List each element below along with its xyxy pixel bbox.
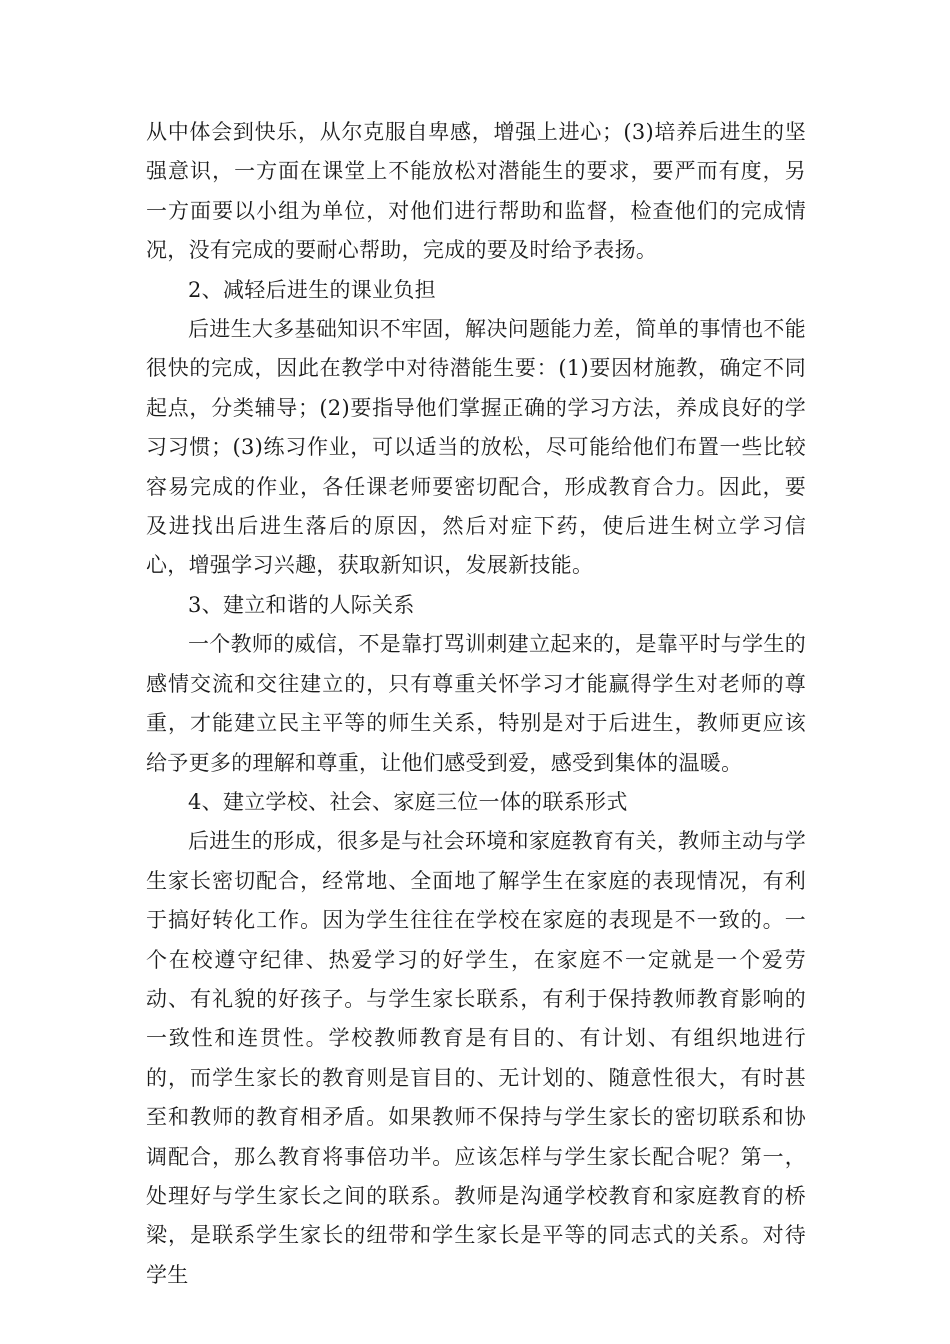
section-heading-2: 2、减轻后进生的课业负担	[188, 277, 436, 302]
section-heading-4: 4、建立学校、社会、家庭三位一体的联系形式	[188, 789, 628, 814]
section-heading-3: 3、建立和谐的人际关系	[188, 592, 415, 617]
paragraph-section-4: 后进生的形成，很多是与社会环境和家庭教育有关，教师主动与学生家长密切配合，经常地、全面地了解学生在家庭的表现情况，有利于搞好转化工作。因为学生往往在学校在家庭的表现是不一致的。一个在校遵守纪律、热爱学习的好学生，在家庭不一定就是一个爱劳动、有礼貌的好孩子。与学生家长联系，有利于保持教师教育影响的一致性和连贯性。学校教师教育是有目的、有计划、有组织地进行的，而学生家长的教育则是盲目的、无计划的、随意性很大，有时甚至和教师的教育相矛盾。如果教师不保持与学生家长的密切联系和协调配合，那么教育将事倍功半。应该怎样与学生家长配合呢？第一，处理好与学生家长之间的联系。教师是沟通学校教育和家庭教育的桥梁，是联系学生家长的纽带和学生家长是平等的同志式的关系。对待学生	[146, 829, 806, 1287]
paragraph-section-2: 后进生大多基础知识不牢固，解决问题能力差，简单的事情也不能很快的完成，因此在教学中对待潜能生要：(1)要因材施教，确定不同起点，分类辅导；(2)要指导他们掌握正确的学习方法，养成良好的学习习惯；(3)练习作业，可以适当的放松，尽可能给他们布置一些比较容易完成的作业，各任课老师要密切配合，形成教育合力。因此，要及进找出后进生落后的原因，然后对症下药，使后进生树立学习信心，增强学习兴趣，获取新知识，发展新技能。	[146, 317, 806, 578]
document-body	[146, 113, 806, 1295]
paragraph-continuation: 从中体会到快乐，从尔克服自卑感，增强上进心；(3)培养后进生的坚强意识，一方面在课堂上不能放松对潜能生的要求，要严而有度，另一方面要以小组为单位，对他们进行帮助和监督，检查他们的完成情况，没有完成的要耐心帮助，完成的要及时给予表扬。	[146, 120, 806, 263]
paragraph-section-3: 一个教师的威信，不是靠打骂训刺建立起来的，是靠平时与学生的感情交流和交往建立的，只有尊重关怀学习才能赢得学生对老师的尊重，才能建立民主平等的师生关系，特别是对于后进生，教师更应该给予更多的理解和尊重，让他们感受到爱，感受到集体的温暖。	[146, 632, 806, 775]
